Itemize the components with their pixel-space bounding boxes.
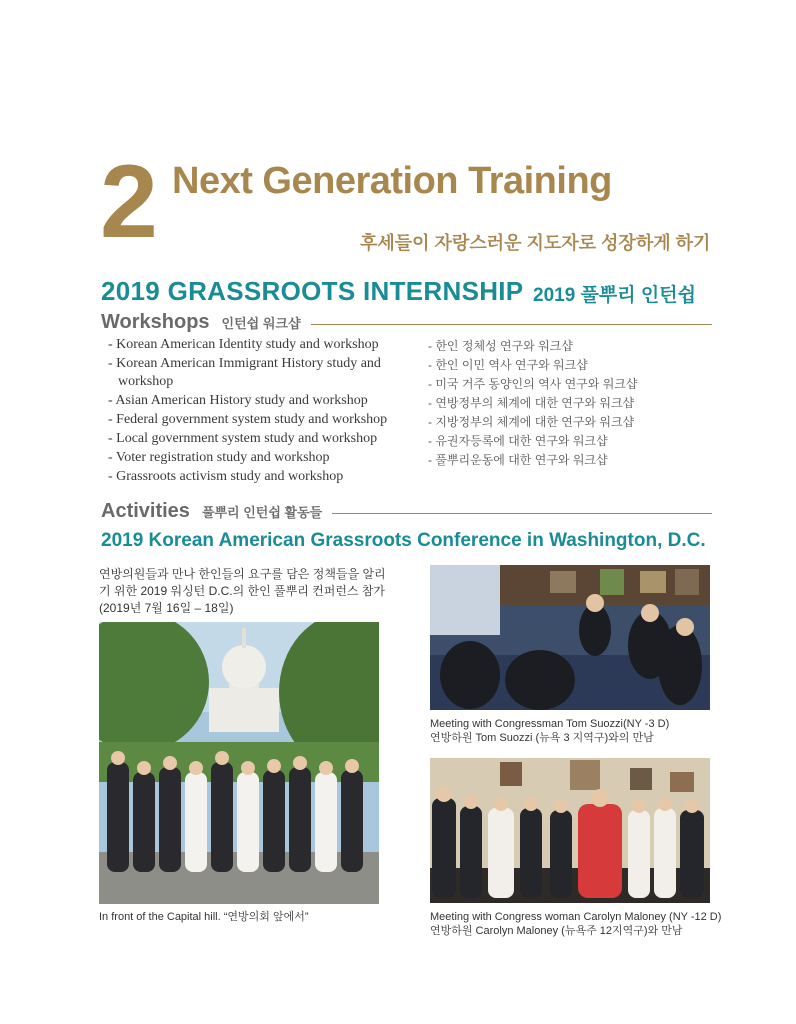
section-number: 2 — [100, 144, 154, 260]
workshop-list-english — [108, 336, 408, 487]
list-item: - 한인 정체성 연구와 워크샵 — [428, 339, 573, 353]
list-item: - 지방정부의 체계에 대한 연구와 워크샵 — [428, 415, 635, 429]
maloney-caption-english: Meeting with Congress woman Carolyn Maloney (NY -12 D) — [430, 911, 722, 923]
list-item: - Korean American Identity study and workshop — [108, 337, 379, 352]
suozzi-caption-english: Meeting with Congressman Tom Suozzi(NY -3 D) — [430, 718, 670, 730]
heading-divider — [332, 513, 712, 514]
conference-title: 2019 Korean American Grassroots Conference in Washington, D.C. — [101, 530, 706, 551]
maloney-caption-korean: 연방하원 Carolyn Maloney (뉴욕주 12지역구)와 만남 — [430, 925, 683, 937]
list-item: - 미국 거주 동양인의 역사 연구와 워크샵 — [428, 377, 638, 391]
suozzi-caption-korean: 연방하원 Tom Suozzi (뉴욕 3 지역구)와의 만남 — [430, 732, 654, 744]
workshop-list-korean — [428, 337, 718, 470]
list-item: - Grassroots activism study and workshop — [108, 469, 344, 484]
capitol-group-photo — [99, 622, 379, 904]
internship-title: 2019 GRASSROOTS INTERNSHIP — [101, 276, 524, 306]
heading-divider — [311, 324, 712, 325]
activities-heading-label-korean: 풀뿌리 인턴쉽 활동들 — [201, 505, 323, 520]
page-title: Next Generation Training — [172, 160, 612, 202]
activities-heading-label: Activities — [101, 500, 190, 522]
internship-title-korean: 2019 풀뿌리 인턴쉽 — [533, 285, 696, 306]
list-item: - Federal government system study and workshop — [108, 412, 388, 427]
maloney-meeting-photo — [430, 758, 710, 903]
activities-heading — [101, 500, 712, 523]
list-item: - 연방정부의 체계에 대한 연구와 워크샵 — [428, 396, 635, 410]
suozzi-photo-caption — [430, 717, 720, 745]
workshops-heading-label: Workshops — [101, 311, 210, 333]
list-item: - 한인 이민 역사 연구와 워크샵 — [428, 358, 588, 372]
conference-description: 연방의원들과 만나 한인들의 요구를 담은 정책들을 알리기 위한 2019 워싱턴 D.C.의 한인 풀뿌리 컨퍼런스 참가(2019년 7월 16일 – 18일) — [99, 567, 386, 615]
list-item: - Asian American History study and workshop — [108, 393, 368, 408]
list-item: - Voter registration study and workshop — [108, 450, 330, 465]
page-subtitle-korean: 후세들이 자랑스러운 지도자로 성장하게 하기 — [360, 233, 711, 253]
list-item: - Local government system study and workshop — [108, 431, 378, 446]
workshops-heading-label-korean: 인턴쉽 워크샵 — [221, 316, 301, 331]
list-item: - Korean American Immigrant History study and workshop — [108, 356, 381, 389]
suozzi-meeting-photo — [430, 565, 710, 710]
capitol-photo-caption: In front of the Capital hill. “연방의회 앞에서” — [99, 911, 309, 923]
workshops-heading — [101, 311, 712, 334]
list-item: - 유권자등록에 대한 연구와 워크샵 — [428, 434, 608, 448]
list-item: - 풀뿌리운동에 대한 연구와 워크샵 — [428, 453, 608, 467]
maloney-photo-caption — [430, 910, 730, 938]
